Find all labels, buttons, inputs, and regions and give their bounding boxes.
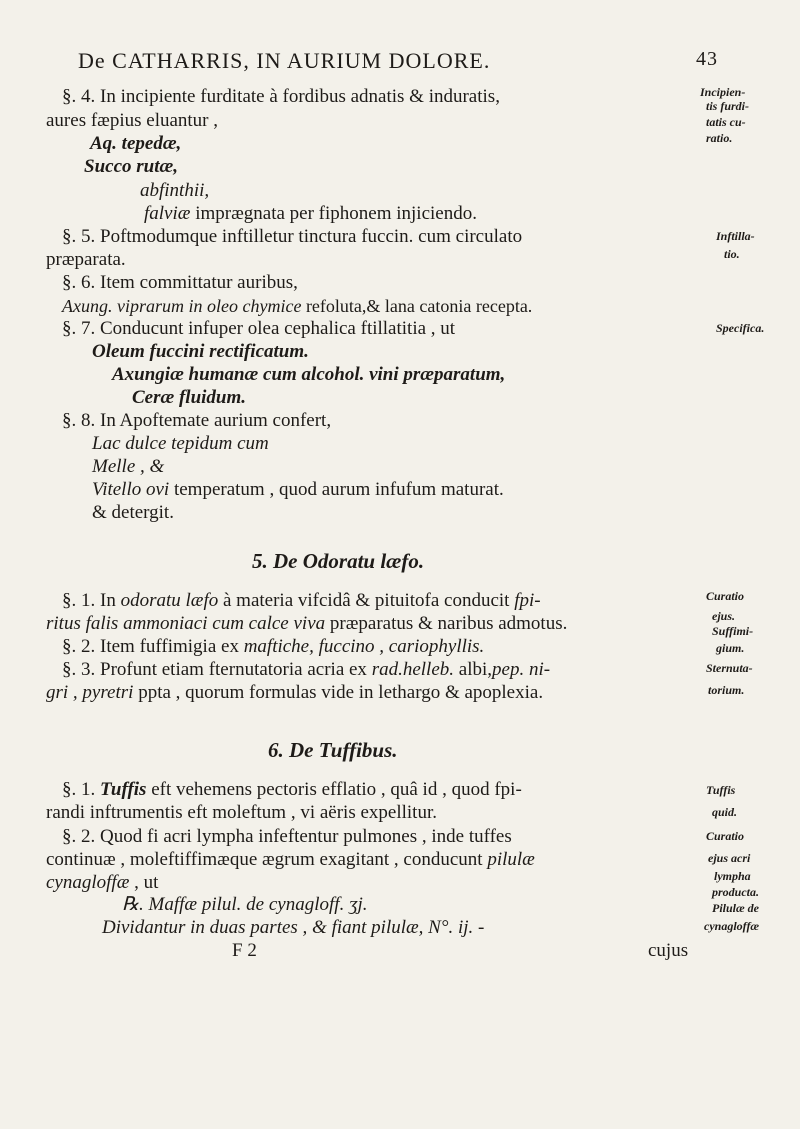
margin-note: Curatio <box>706 589 745 603</box>
sec5-p1-line2-rest: præparatus & naribus admotus. <box>325 613 568 634</box>
margin-note: Pilulæ de <box>712 901 759 915</box>
sec5-p3-line2-rest: ppta , quorum formulas vide in lethargo & apoplexia. <box>133 682 544 703</box>
sec6-p2-line3-italic: cynagloffæ <box>46 872 130 893</box>
margin-note: ejus acri <box>708 851 751 865</box>
margin-note: gium. <box>716 641 745 655</box>
s7-line1: §. 7. Conducunt infuper olea cephalica ftillatitia , ut <box>62 318 456 339</box>
sec5-p3-line2-italic: gri , pyretri <box>46 682 134 703</box>
sec5-p1-a: §. 1. In <box>62 590 116 611</box>
s6-line1: §. 6. Item committatur auribus, <box>62 272 298 293</box>
catchword: cujus <box>648 940 689 961</box>
margin-note: Suffimi- <box>712 624 754 638</box>
sec5-p3-line1 <box>62 659 550 681</box>
s4-line2: aures fæpius eluantur , <box>46 110 219 131</box>
margin-note: tis furdi- <box>706 99 750 113</box>
margin-note: lympha <box>714 869 751 883</box>
margin-note: tio. <box>724 247 740 261</box>
margin-note: Tuffis <box>706 783 736 797</box>
s5-line1: §. 5. Poftmodumque inftilletur tinctura fuccin. cum circulato <box>62 226 523 247</box>
sec6-p2-line3 <box>46 872 158 894</box>
sec5-p3-c: pep. ni- <box>492 659 551 680</box>
sec6-p1-line1 <box>62 779 522 801</box>
sec5-p3-a: §. 3. Profunt etiam fternutatoria acria ex <box>62 659 367 680</box>
s7-oleum: Oleum fuccini rectificatum. <box>92 341 309 362</box>
s8-lac: Lac dulce tepidum cum <box>92 433 269 454</box>
sec5-p3-b: albi, <box>454 659 493 680</box>
sec6-p2-line3-rest: , ut <box>129 872 159 893</box>
sec5-p2-a: §. 2. Item fuffimigia ex <box>62 636 239 657</box>
sec5-p3-line2 <box>46 682 543 704</box>
sec6-p1-b: eft vehemens pectoris efflatio , quâ id , quod fpi- <box>146 779 522 800</box>
margin-note: Inftilla- <box>716 229 755 243</box>
margin-note: Specifica. <box>716 321 765 335</box>
margin-note: ejus. <box>712 609 736 623</box>
sec6-recipe: ℞. Maffæ pilul. de cynagloff. ʒj. <box>122 894 368 915</box>
s8-vitello <box>92 479 504 501</box>
s8-vitello-rest: temperatum , quod aurum infufum maturat. <box>169 479 504 500</box>
sec6-p1-line2: randi inftrumentis eft moleftum , vi aëris expellitur. <box>46 802 437 823</box>
s6-axung-rest: refoluta,& lana catonia recepta. <box>301 296 533 316</box>
sec5-p1-line2-italic: ritus falis ammoniaci cum calce viva <box>46 613 326 634</box>
margin-note: Curatio <box>706 829 745 843</box>
signature-mark: F 2 <box>232 940 257 961</box>
section-5-heading: 5. De Odoratu læfo. <box>252 549 425 573</box>
margin-note: cynagloffæ <box>704 919 760 933</box>
sec5-p1-italic: odoratu læfo <box>120 590 219 611</box>
sec5-p2-italic: maftiche, fuccino , cariophyllis. <box>243 636 485 657</box>
s4-salvia-italic: falviæ <box>144 203 191 224</box>
s8-line1: §. 8. In Apoftemate aurium confert, <box>62 410 332 431</box>
s4-salvia <box>144 203 477 225</box>
s7-axungia: Axungiæ humanæ cum alcohol. vini præparatum, <box>112 364 506 385</box>
s6-axung <box>62 295 532 317</box>
s6-axung-italic: Axung. viprarum in oleo chymice <box>62 296 302 316</box>
margin-note: Incipien- <box>700 85 746 99</box>
sec5-p3-italic: rad.helleb. <box>371 659 455 680</box>
s8-vitello-italic: Vitello ovi <box>92 479 170 500</box>
sec6-p2-line2 <box>46 849 535 871</box>
section-6-heading: 6. De Tuffibus. <box>268 738 398 762</box>
margin-note: quid. <box>712 805 738 819</box>
sec6-p2-line1: §. 2. Quod fi acri lympha infeftentur pulmones , inde tuffes <box>62 826 512 847</box>
running-head-title: De CATHARRIS, IN AURIUM DOLORE. <box>78 48 491 73</box>
s5-line2: præparata. <box>46 249 126 270</box>
page-number: 43 <box>696 48 718 70</box>
margin-note: producta. <box>712 885 760 899</box>
sec6-divid: Dividantur in duas partes , & fiant pilulæ, N°. ij. - <box>102 917 485 938</box>
sec6-p1-a: §. 1. <box>62 779 96 800</box>
margin-note: tatis cu- <box>706 115 746 129</box>
s8-deterg: & detergit. <box>92 502 174 523</box>
s4-succo: Succo rutæ, <box>84 156 178 177</box>
sec6-p2-line2-a: continuæ , moleftiffimæque ægrum exagitant , conducunt <box>46 849 483 870</box>
s4-salvia-rest: imprægnata per fiphonem injiciendo. <box>190 203 477 224</box>
s4-line1: §. 4. In incipiente furditate à fordibus adnatis & induratis, <box>62 86 500 107</box>
margin-note: Sternuta- <box>706 661 753 675</box>
sec5-p1-b: à materia vifcidâ & pituitofa conducit <box>218 590 510 611</box>
sec5-p1-line2 <box>46 613 567 635</box>
sec5-p2 <box>62 636 484 658</box>
sec5-p1-line1 <box>62 590 541 612</box>
s8-melle: Melle , & <box>92 456 165 477</box>
margin-note: torium. <box>708 683 745 697</box>
sec5-p1-c: fpi- <box>514 590 541 611</box>
s7-cera: Ceræ fluidum. <box>132 387 247 408</box>
sec6-p2-line2-italic: pilulæ <box>487 849 535 870</box>
margin-note: ratio. <box>706 131 733 145</box>
sec6-p1-italic: Tuffis <box>100 779 147 800</box>
s4-absinth: abfinthii, <box>140 180 210 201</box>
s4-aq: Aq. tepedæ, <box>90 133 182 154</box>
